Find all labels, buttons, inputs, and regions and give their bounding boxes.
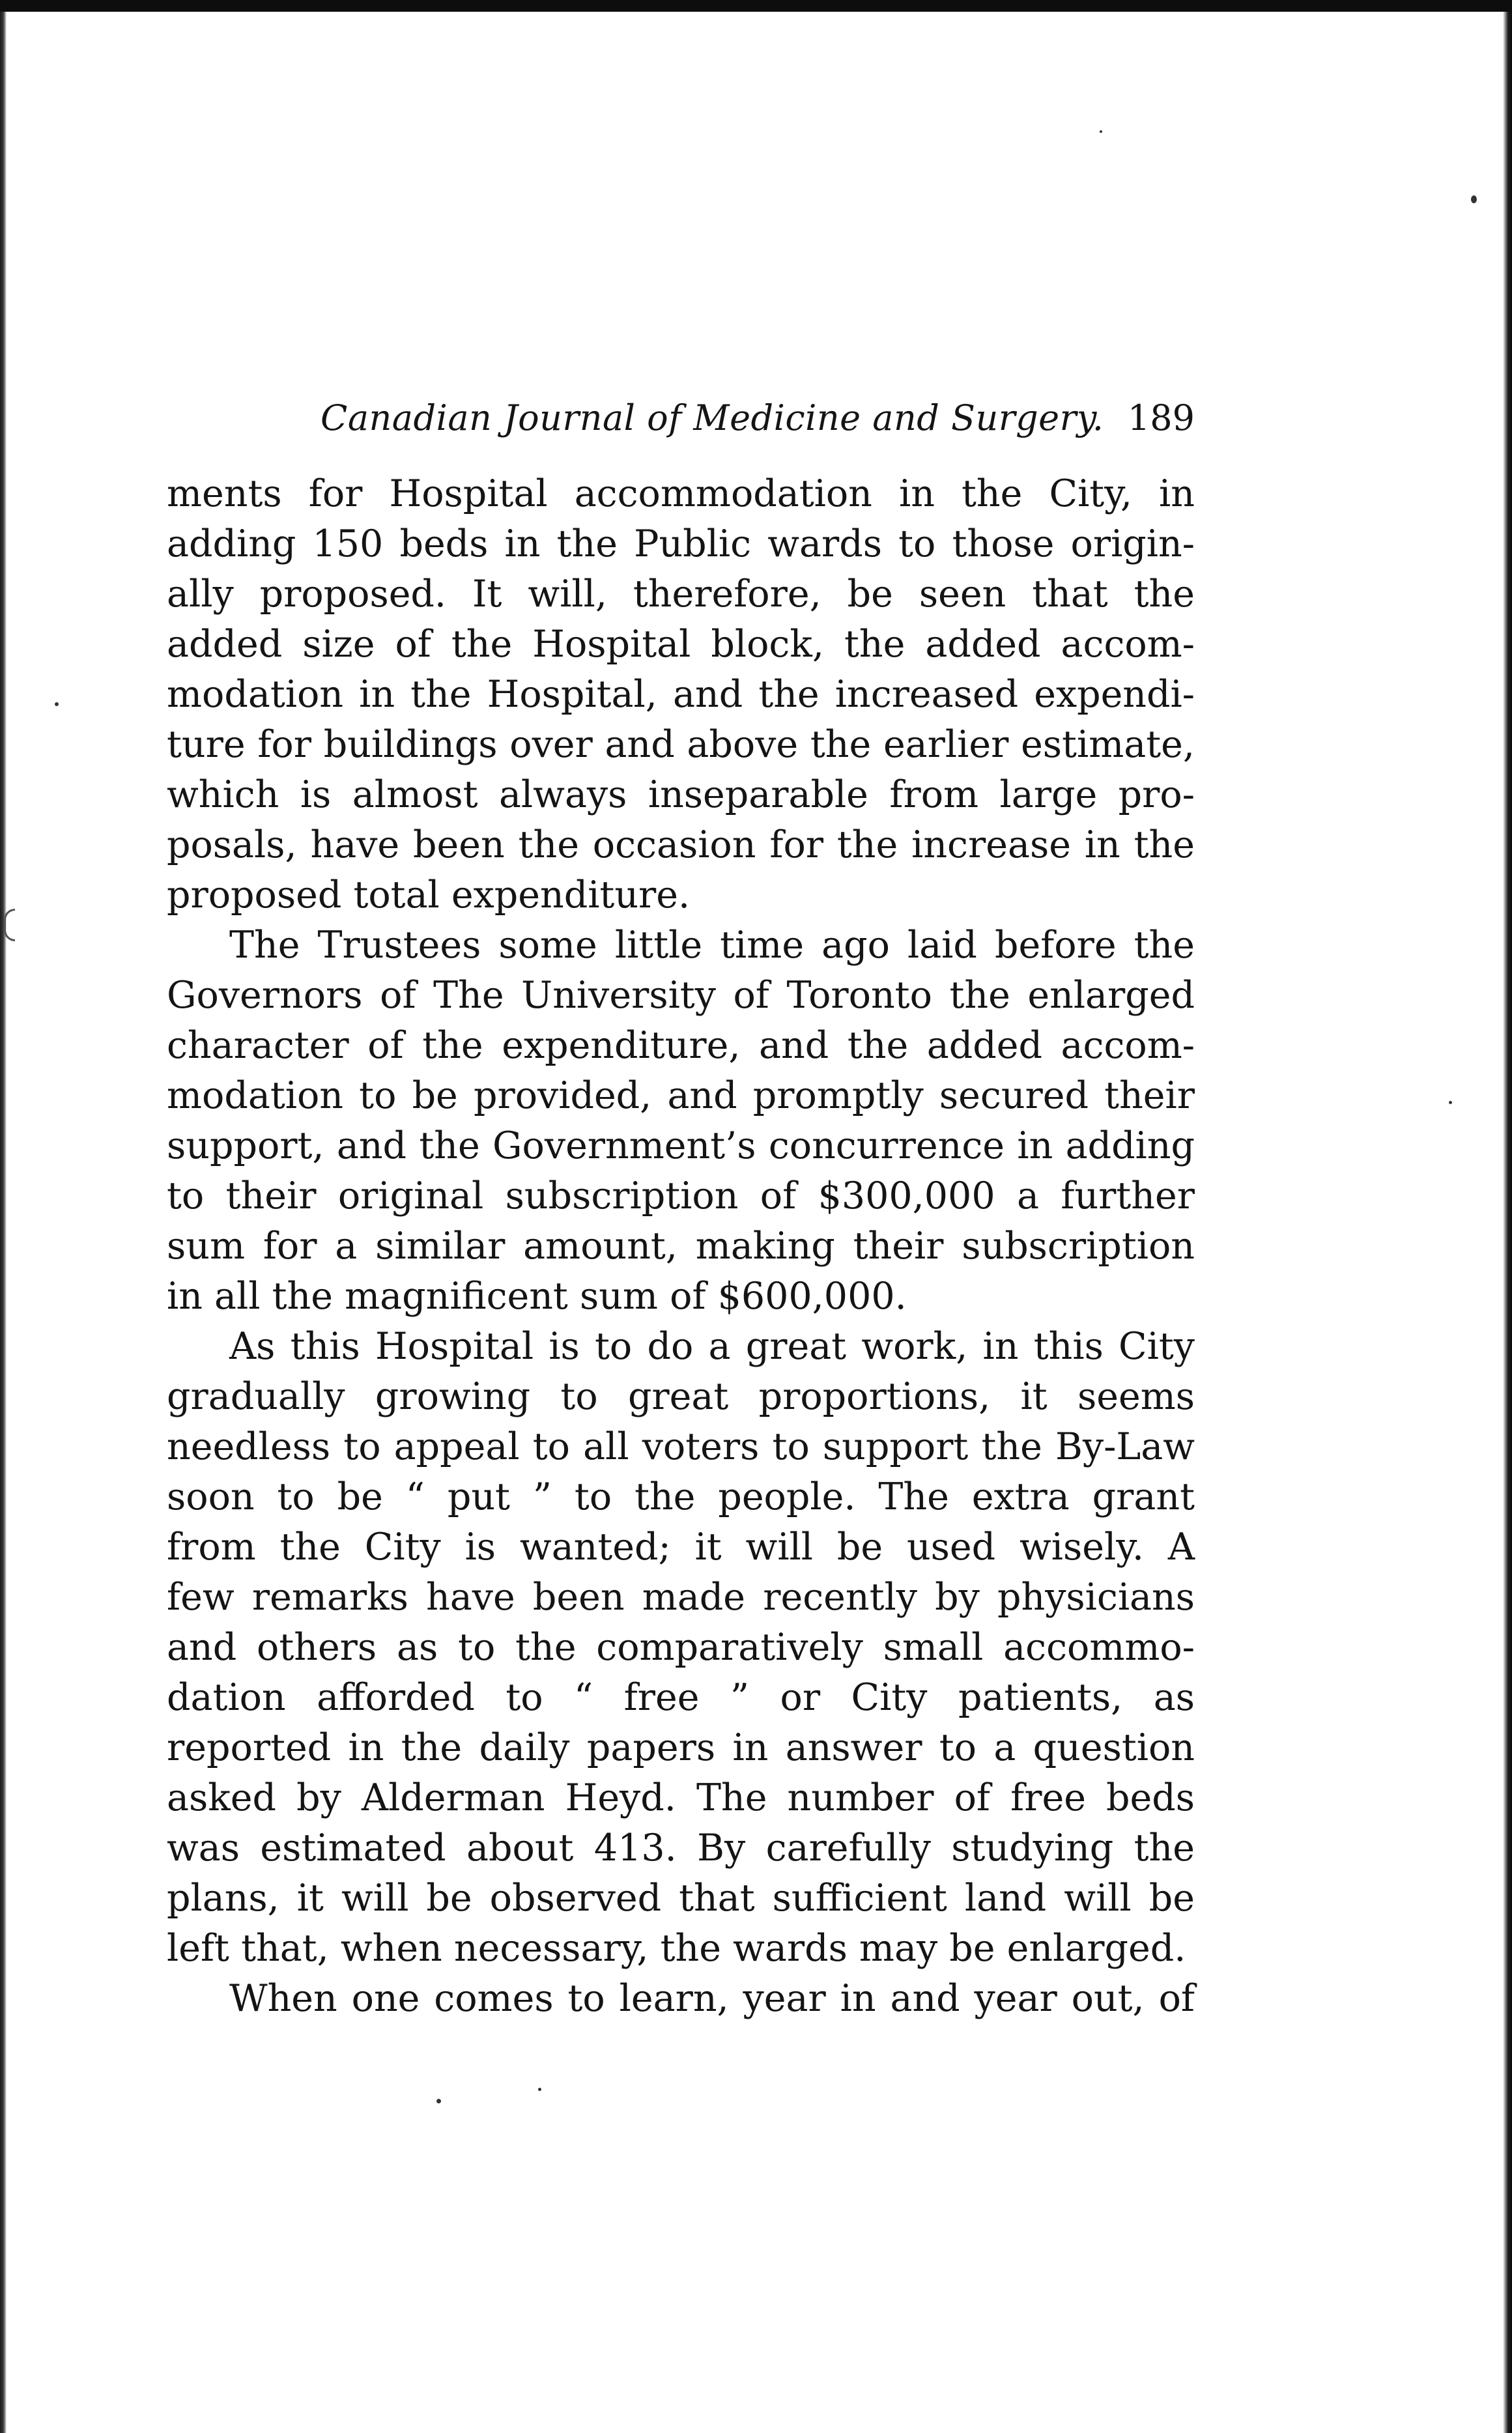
text-line: ally proposed. It will, therefore, be seen that the bbox=[167, 573, 1195, 616]
text-line: in all the magnificent sum of $600,000. bbox=[167, 1275, 907, 1318]
text-line: sum for a similar amount, making their subscription bbox=[167, 1225, 1195, 1268]
text-line: posals, have been the occasion for the increase in the bbox=[167, 823, 1195, 866]
scan-speck bbox=[1471, 195, 1477, 203]
text-line: gradually growing to great proportions, it seems bbox=[167, 1375, 1195, 1418]
paragraph-4 bbox=[167, 1974, 1195, 2024]
text-line: added size of the Hospital block, the added accom- bbox=[167, 623, 1195, 666]
body-text bbox=[167, 469, 1195, 2024]
text-line: needless to appeal to all voters to support the By-Law bbox=[167, 1425, 1195, 1468]
text-line: proposed total expenditure. bbox=[167, 874, 691, 917]
text-line: from the City is wanted; it will be used wisely. A bbox=[167, 1526, 1195, 1569]
paragraph-3 bbox=[167, 1322, 1195, 1974]
text-line: plans, it will be observed that sufficient land will be bbox=[167, 1877, 1195, 1920]
text-line: reported in the daily papers in answer to a question bbox=[167, 1726, 1195, 1769]
scan-speck bbox=[55, 702, 59, 706]
page-top-edge bbox=[0, 0, 1512, 12]
page-number: 189 bbox=[1127, 397, 1195, 438]
text-line: The Trustees some little time ago laid before the bbox=[229, 924, 1195, 967]
scan-speck bbox=[538, 2088, 541, 2091]
text-line: ture for buildings over and above the earlier estimate, bbox=[167, 723, 1195, 766]
text-line: soon to be “ put ” to the people. The extra grant bbox=[167, 1475, 1195, 1518]
text-line: dation afforded to “ free ” or City patients, as bbox=[167, 1676, 1195, 1719]
scan-speck bbox=[1100, 130, 1102, 133]
text-line: and others as to the comparatively small accommo- bbox=[167, 1626, 1195, 1669]
text-line: modation in the Hospital, and the increased expendi- bbox=[167, 673, 1195, 716]
paragraph-1 bbox=[167, 469, 1195, 920]
text-line: which is almost always inseparable from large pro- bbox=[167, 773, 1195, 816]
text-line: support, and the Government’s concurrence in adding bbox=[167, 1124, 1195, 1167]
text-line: was estimated about 413. By carefully studying the bbox=[167, 1827, 1195, 1870]
text-line: to their original subscription of $300,000 a further bbox=[167, 1174, 1195, 1217]
text-line: ments for Hospital accommodation in the City, in bbox=[167, 472, 1195, 515]
text-line: When one comes to learn, year in and year out, of bbox=[229, 1977, 1195, 2020]
running-header bbox=[321, 392, 1195, 444]
paragraph-2 bbox=[167, 920, 1195, 1322]
binding-mark bbox=[4, 909, 15, 941]
page-left-edge bbox=[0, 12, 7, 2433]
text-line: As this Hospital is to do a great work, in this City bbox=[229, 1325, 1195, 1368]
scan-speck bbox=[436, 2099, 441, 2103]
text-line: modation to be provided, and promptly secured their bbox=[167, 1074, 1195, 1117]
text-line: Governors of The University of Toronto the enlarged bbox=[167, 974, 1195, 1017]
text-line: adding 150 beds in the Public wards to those origin- bbox=[167, 522, 1195, 565]
running-title: Canadian Journal of Medicine and Surgery. bbox=[321, 397, 1104, 438]
page-right-edge bbox=[1503, 12, 1512, 2433]
text-line: character of the expenditure, and the added accom- bbox=[167, 1024, 1195, 1067]
text-line: few remarks have been made recently by physicians bbox=[167, 1576, 1195, 1619]
text-line: asked by Alderman Heyd. The number of free beds bbox=[167, 1776, 1195, 1819]
text-line: left that, when necessary, the wards may be enlarged. bbox=[167, 1927, 1186, 1970]
scan-speck bbox=[1449, 1101, 1452, 1104]
